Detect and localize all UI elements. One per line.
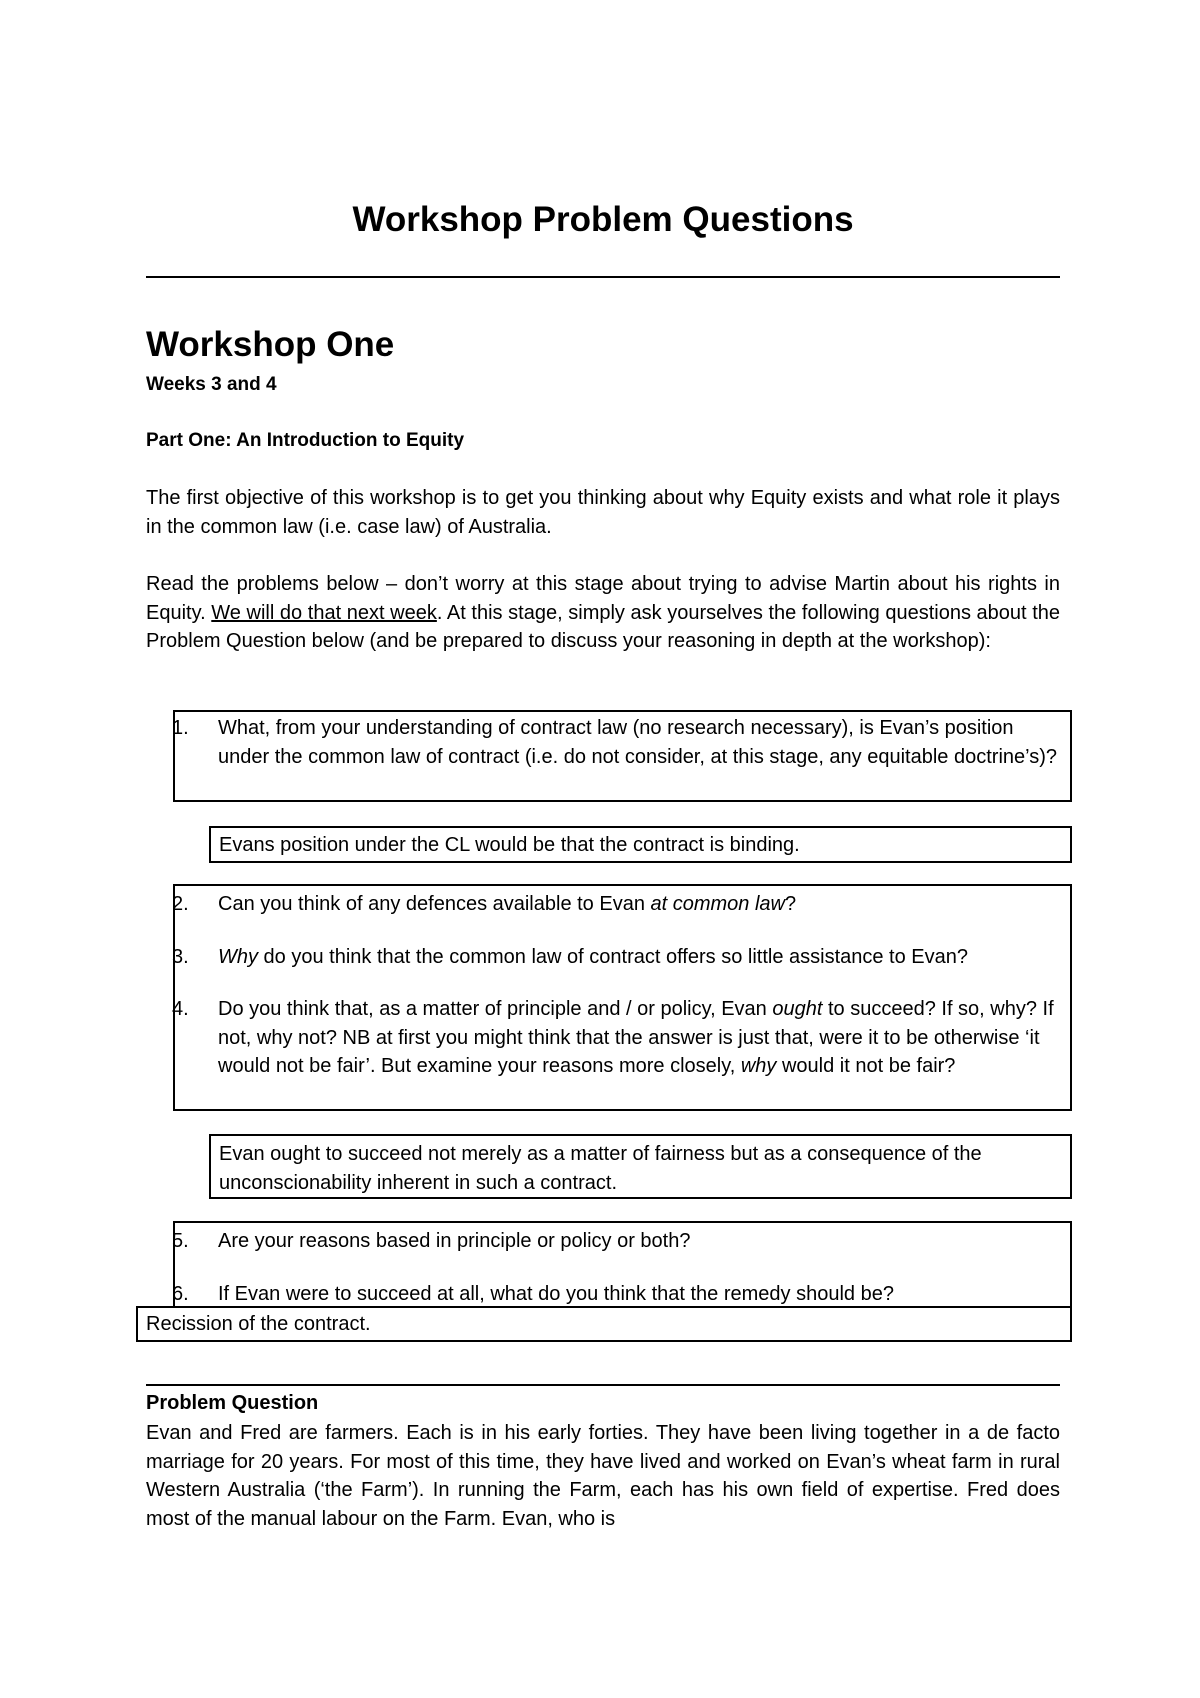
question-italic: Why — [218, 945, 258, 968]
problem-text: Evan and Fred are farmers. Each is in his early forties. They have been living together in a de facto marriage for 20 years. For most of this time, they have lived and worked on Evan’s wheat farm in rural Western Australia (‘the Farm’). In running the Farm, each has his own field of expertise. Fred does most of the manual labour on the Farm. Evan, who is — [146, 1422, 1060, 1530]
question-text-part: do you think that the common law of contract offers so little assistance to Evan? — [258, 945, 968, 968]
question-text-part: Do you think that, as a matter of principle and / or policy, Evan — [218, 998, 773, 1020]
question-text-part: Can you think of any defences available to Evan — [218, 893, 651, 915]
answer-1: Evans position under the CL would be that the contract is binding. — [219, 834, 800, 856]
question-text: What, from your understanding of contract law (no research necessary), is Evan’s position under the common law of contract (i.e. do not consider, at this stage, any equitable doctrine’s)? — [218, 717, 1057, 768]
answer-3: Recission of the contract. — [146, 1313, 371, 1335]
next-week-underlined: We will do that next week — [211, 601, 437, 624]
answer-2: Evan ought to succeed not merely as a matter of fairness but as a consequence of the unconscionability inherent in such a contract. — [219, 1143, 982, 1194]
question-number: 2. — [172, 893, 189, 915]
question-3 — [172, 943, 1062, 972]
document-title: Workshop Problem Questions — [352, 200, 854, 239]
read-paragraph — [146, 570, 1060, 656]
question-2 — [172, 890, 1062, 919]
question-text: If Evan were to succeed at all, what do you think that the remedy should be? — [218, 1282, 894, 1305]
question-number: 5. — [172, 1230, 189, 1252]
question-list-3 — [172, 1227, 1062, 1308]
question-text-part: would it not be fair? — [776, 1055, 956, 1077]
question-text — [218, 995, 1062, 1081]
problem-divider — [146, 1384, 1060, 1386]
question-6 — [172, 1280, 1062, 1309]
workshop-heading: Workshop One — [146, 325, 395, 364]
question-1 — [172, 714, 1062, 771]
read-paragraph-end: . At this stage, simply ask yourselves the following questions about the Problem Question below (and be prepared to discuss your reasoning in depth at the workshop): — [146, 601, 1061, 652]
intro-paragraph: The first objective of this workshop is to get you thinking about why Equity exists and what role it plays in the common law (i.e. case law) of Australia. — [146, 487, 1060, 538]
question-italic: ought — [772, 998, 823, 1020]
question-number: 4. — [172, 998, 189, 1020]
question-number: 1. — [172, 717, 189, 739]
question-number: 3. — [172, 945, 189, 968]
question-5 — [172, 1227, 1062, 1256]
question-4 — [172, 995, 1062, 1081]
weeks-subheading: Weeks 3 and 4 — [146, 374, 277, 395]
part-heading: Part One: An Introduction to Equity — [146, 430, 465, 451]
question-list-2 — [172, 890, 1062, 1081]
question-text-part: to succeed? If so, why? If not, why not? NB at first you might think that the answer is just that, were it to be otherwise ‘it would not be fair’. But examine your reasons more closely, — [218, 998, 1054, 1077]
question-text — [218, 890, 1062, 919]
question-text — [218, 943, 1062, 972]
title-divider — [146, 276, 1060, 278]
question-text: Are your reasons based in principle or policy or both? — [218, 1230, 691, 1252]
question-italic: at common law — [650, 893, 785, 915]
problem-heading: Problem Question — [146, 1392, 319, 1414]
read-paragraph-start: Read the problems below – don’t worry at this stage about trying to advise Martin about his rights in Equity. — [146, 573, 1060, 624]
question-italic: why — [740, 1055, 777, 1077]
question-number: 6. — [172, 1282, 189, 1305]
question-text-part: ? — [785, 893, 797, 915]
question-list-1 — [172, 714, 1062, 771]
